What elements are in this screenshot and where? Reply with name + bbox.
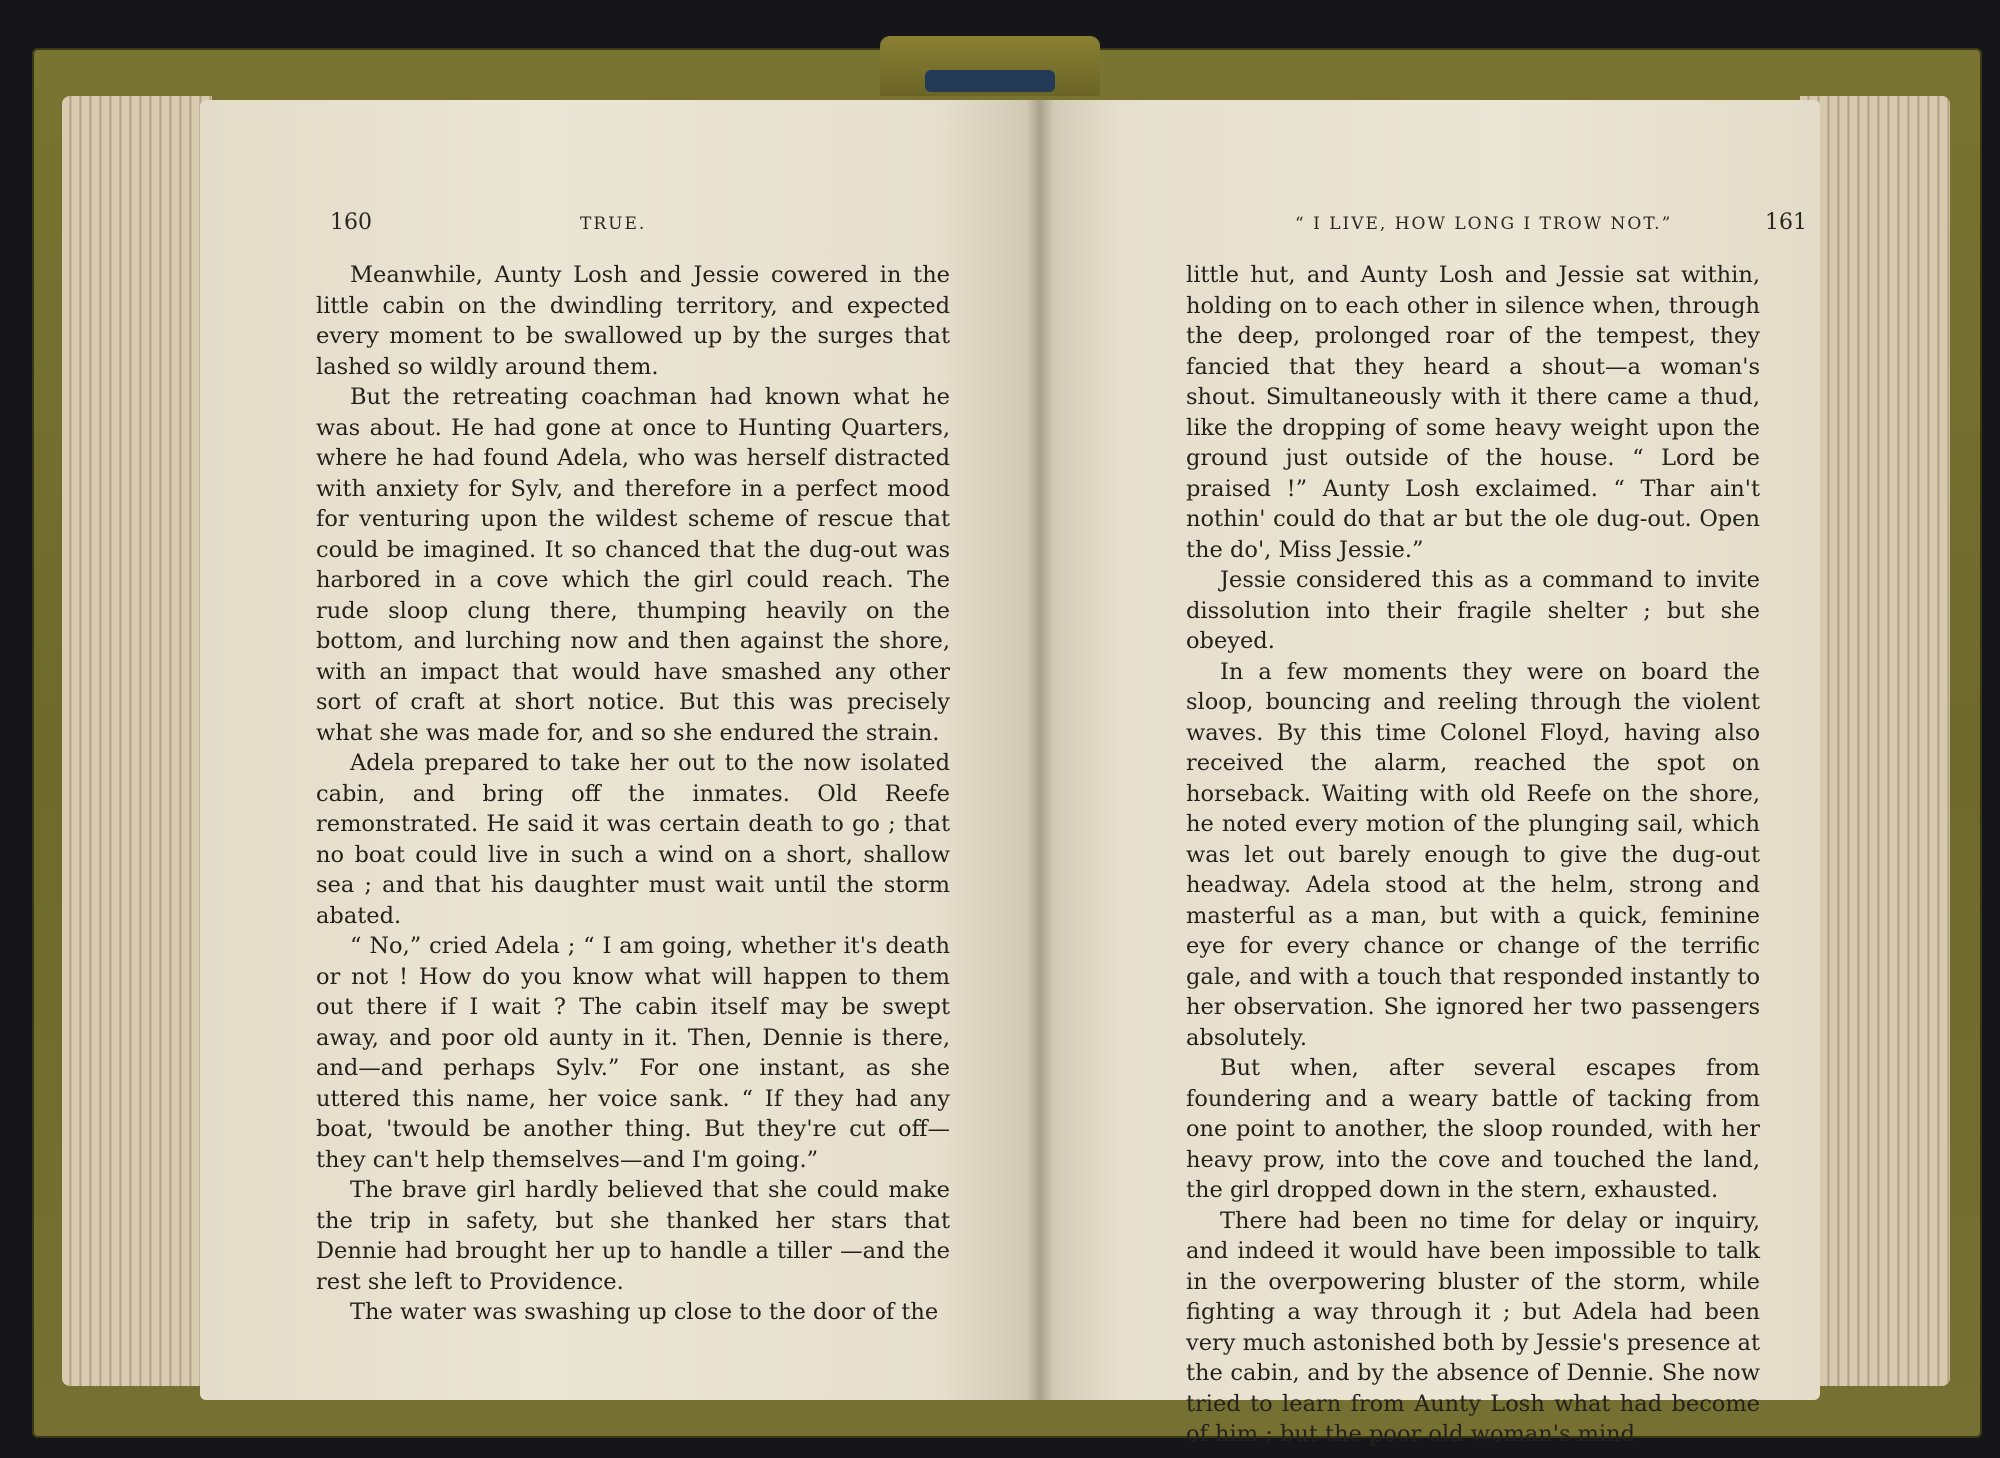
paragraph: But the retreating coachman had known what he was about. He had gone at once to Hunting Quarters, where he had found Adela, who was herself distracted with anxiety for Sylv, and therefore in a perfect mood for venturing upon the wildest scheme of rescue that could be imagined. It so chanced that the dug-out was harbored in a cove which the girl could reach. The rude sloop clung there, thumping heavily on the bottom, and lurching now and then against the shore, with an impact that would have smashed any other sort of craft at short notice. But this was precisely what she was made for, and so she endured the strain. (316, 384, 950, 746)
paragraph: Adela prepared to take her out to the now isolated cabin, and bring off the inmates. Old Reefe remonstrated. He said it was certain death to go ; that no boat could live in such a wind on a short, shallow sea ; and that his daughter must wait until the storm abated. (316, 750, 950, 929)
paragraph: But when, after several escapes from foundering and a weary battle of tacking from one point to another, the sloop rounded, with her heavy prow, into the cove and touched the land, the girl dropped down in the stern, exhausted. (1186, 1055, 1760, 1203)
paragraph: The water was swashing up close to the door of the (350, 1299, 939, 1325)
left-page-header (200, 210, 1040, 250)
paragraph: little hut, and Aunty Losh and Jessie sat within, holding on to each other in silence when, through the deep, prolonged roar of the tempest, they fancied that they heard a shout—a woman's shout. Simultaneously with it there came a thud, like the dropping of some heavy weight upon the ground just outside of the house. “ Lord be praised !” Aunty Losh exclaimed. “ Thar ain't nothin' could do that ar but the ole dug-out. Open the do', Miss Jessie.” (1186, 262, 1760, 563)
paragraph: There had been no time for delay or inquiry, and indeed it would have been impossible to talk in the overpowering bluster of the storm, while fighting a way through it ; but Adela had been very much astonished both by Jessie's presence at the cabin, and by the absence of Dennie. She now tried to learn from Aunty Losh what had become of him ; but the poor old woman's mind (1186, 1207, 1760, 1447)
left-page-body (316, 260, 950, 1328)
paragraph: Meanwhile, Aunty Losh and Jessie cowered in the little cabin on the dwindling territory, and expected every moment to be swallowed up by the surges that lashed so wildly around them. (316, 262, 950, 380)
running-title: “ I LIVE, HOW LONG I TROW NOT.” (1295, 214, 1673, 234)
left-page (200, 100, 1040, 1400)
paragraph: “ No,” cried Adela ; “ I am going, whether it's death or not ! How do you know what will happen to them out there if I wait ? The cabin itself may be swept away, and poor old aunty in it. Then, Dennie is there, and—and perhaps Sylv.” For one instant, as she uttered this name, her voice sank. “ If they had any boat, 'twould be another thing. But they're cut off—they can't help themselves—and I'm going.” (316, 933, 950, 1173)
page-edges-right (1800, 96, 1950, 1386)
book-gutter (1026, 100, 1054, 1400)
paragraph: In a few moments they were on board the sloop, bouncing and reeling through the violent waves. By this time Colonel Floyd, having also received the alarm, reached the spot on horseback. Waiting with old Reefe on the shore, he noted every motion of the plunging sail, which was let out barely enough to give the dug-out headway. Adela stood at the helm, strong and masterful as a man, but with a quick, feminine eye for every chance or change of the terrific gale, and with a touch that responded instantly to her observation. She ignored her two passengers absolutely. (1186, 658, 1760, 1051)
right-page-header (1040, 210, 1820, 250)
paragraph: The brave girl hardly believed that she could make the trip in safety, but she thanked her stars that Dennie had brought her up to handle a tiller —and the rest she left to Providence. (316, 1177, 950, 1295)
page-edges-left (62, 96, 212, 1386)
page-number: 161 (1765, 210, 1807, 235)
right-page (1040, 100, 1820, 1447)
running-title: TRUE. (580, 214, 647, 234)
right-page-body (1186, 260, 1760, 1450)
page-number: 160 (330, 210, 372, 235)
paragraph: Jessie considered this as a command to invite dissolution into their fragile shelter ; but she obeyed. (1186, 567, 1760, 654)
spine-headband (925, 70, 1055, 92)
